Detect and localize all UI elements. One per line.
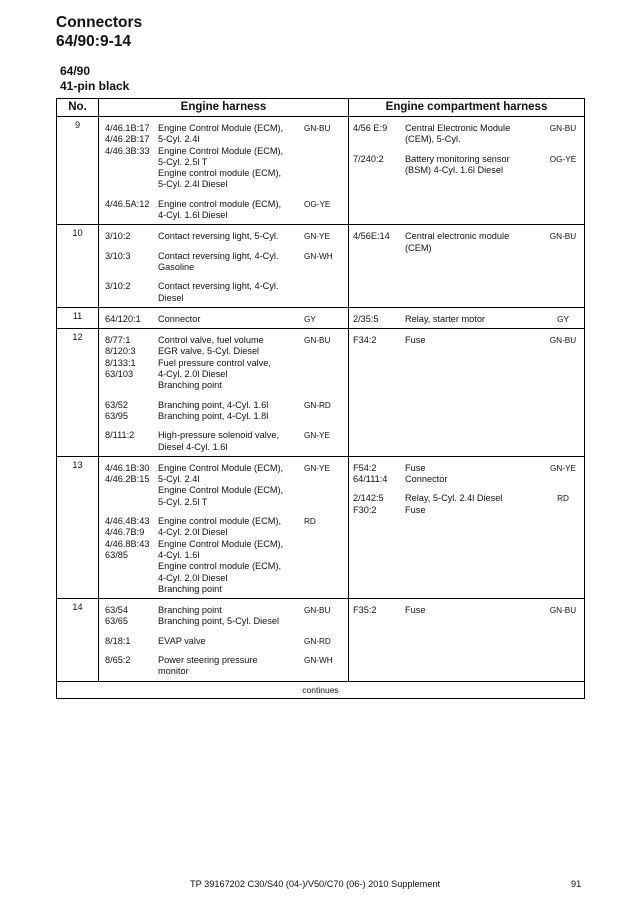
colors-line: GN-BU [304, 336, 331, 346]
colors-line: GY [304, 314, 316, 324]
codes-line: F35:2 [353, 605, 377, 616]
descs-line: EVAP valve [158, 635, 206, 646]
connector-id: 64/90 [60, 64, 91, 78]
component-code [99, 281, 158, 304]
descs-line: Control valve, fuel volume [158, 335, 264, 346]
wire-color [541, 154, 585, 177]
component-code [99, 314, 158, 325]
wire-entry [99, 120, 348, 192]
title-line-2: 64/90:9-14 [56, 33, 131, 50]
table-row [57, 456, 585, 598]
wire-entry [99, 332, 348, 392]
pin-number: 9 [57, 117, 99, 225]
engine-harness-cell [99, 117, 349, 225]
continues-row [57, 681, 585, 698]
component-code [99, 400, 158, 423]
table-body [57, 117, 585, 682]
descs-line: Branching point [158, 605, 222, 616]
table-header-row [57, 99, 585, 117]
codes-line: 8/18:1 [105, 635, 131, 646]
wire-entry [99, 427, 348, 454]
wire-color [300, 231, 344, 242]
codes-line: 4/46.8B:43 [105, 538, 150, 549]
descs-line: Engine Control Module (ECM), [158, 123, 284, 133]
footer-document-id: TP 39167202 C30/S40 (04-)/V50/C70 (06-) 2010 Supplement [190, 879, 441, 889]
descs-line: (BSM) 4-Cyl. 1.6l Diesel [405, 164, 504, 175]
colors-line: OG-YE [549, 154, 577, 164]
wire-entry [349, 460, 584, 487]
header-engine-harness: Engine harness [99, 99, 349, 117]
descs-line: 5-Cyl. 2.5l T [158, 156, 208, 167]
title-line-1: Connectors [56, 14, 143, 31]
colors-line: GN-BU [549, 336, 577, 346]
component-code [349, 463, 405, 486]
descs-line: Branching point, 5-Cyl. Diesel [158, 616, 280, 627]
wire-entry [349, 311, 584, 326]
wire-color [300, 123, 344, 191]
descs-line: Connector [158, 313, 201, 324]
component-description [405, 154, 541, 177]
engine-harness-cell [99, 225, 349, 307]
wire-color [300, 655, 344, 678]
wire-entry [99, 460, 348, 509]
descs-line: Central Electronic Module [405, 123, 511, 133]
codes-line: 4/56 E:9 [353, 123, 388, 133]
table-row [57, 599, 585, 681]
component-code [99, 123, 158, 191]
codes-line: 3/10:2 [105, 231, 131, 242]
page-number: 91 [571, 879, 582, 889]
compartment-harness-cell [349, 117, 585, 225]
descs-line: (CEM) [405, 242, 432, 253]
wire-color [541, 335, 585, 346]
wire-entry [349, 151, 584, 178]
engine-harness-cell [99, 599, 349, 681]
descs-line: Power steering pressure [158, 654, 258, 665]
compartment-harness-cell [349, 599, 585, 681]
descs-line: Fuel pressure control valve, [158, 357, 271, 368]
connector-type: 41-pin black [60, 79, 130, 93]
colors-line: GN-RD [304, 636, 331, 646]
wire-entry [349, 120, 584, 147]
codes-line: 8/77:1 [105, 335, 131, 346]
descs-line: Relay, 5-Cyl. 2.4l Diesel [405, 493, 503, 504]
pin-number: 10 [57, 225, 99, 307]
colors-line: GN-YE [304, 232, 330, 242]
colors-line: OG-YE [304, 199, 331, 209]
descs-line: monitor [158, 666, 189, 677]
codes-line: 8/65:2 [105, 654, 131, 665]
codes-line: 63/52 [105, 399, 128, 410]
component-code [349, 493, 405, 516]
component-description [158, 636, 300, 647]
component-description [158, 281, 300, 304]
page-title [56, 13, 142, 51]
colors-line: GN-WH [304, 655, 333, 665]
wire-color [300, 430, 344, 453]
component-description [405, 493, 541, 516]
wire-entry [349, 332, 584, 347]
table-row [57, 117, 585, 225]
colors-line: GN-YE [304, 431, 330, 441]
wire-entry [99, 248, 348, 275]
colors-line: GN-WH [304, 251, 333, 261]
continues-label: continues [57, 681, 585, 698]
codes-line: 4/46.4B:43 [105, 516, 150, 527]
codes-line: 63/95 [105, 410, 128, 421]
codes-line: 4/46.1B:17 [105, 123, 150, 133]
descs-line: Engine Control Module (ECM), [158, 485, 284, 496]
codes-line: 4/46.2B:17 [105, 134, 150, 145]
component-code [99, 430, 158, 453]
descs-line: Central electronic module [405, 231, 510, 242]
wire-color [300, 636, 344, 647]
component-description [158, 251, 300, 274]
codes-line: 63/54 [105, 605, 128, 616]
codes-line: 63/65 [105, 616, 128, 627]
descs-line: Contact reversing light, 4-Cyl. [158, 250, 279, 261]
descs-line: Fuse [405, 462, 426, 473]
component-description [158, 335, 300, 391]
descs-line: 4-Cyl. 1.6l [158, 549, 200, 560]
wire-color [300, 516, 344, 595]
engine-harness-cell [99, 307, 349, 328]
descs-line: 4-Cyl. 2.0l Diesel [158, 572, 228, 583]
codes-line: 3/10:2 [105, 281, 131, 292]
component-code [99, 655, 158, 678]
colors-line: RD [304, 517, 316, 527]
component-code [99, 636, 158, 647]
component-code [349, 123, 405, 146]
wire-entry [99, 228, 348, 243]
descs-line: Fuse [405, 605, 426, 616]
wire-color [300, 335, 344, 391]
colors-line: GN-RD [304, 400, 331, 410]
wire-color [541, 231, 585, 254]
codes-line: 8/133:1 [105, 357, 136, 368]
descs-line: Gasoline [158, 261, 195, 272]
component-description [405, 335, 541, 346]
wire-entry [99, 278, 348, 305]
wire-entry [99, 652, 348, 679]
pin-number: 11 [57, 307, 99, 328]
component-description [405, 463, 541, 486]
compartment-harness-cell [349, 329, 585, 457]
wire-entry [99, 633, 348, 648]
colors-line: GY [557, 314, 569, 324]
compartment-harness-cell [349, 307, 585, 328]
descs-line: 4-Cyl. 2.0l Diesel [158, 369, 228, 380]
descs-line: Connector [405, 474, 448, 485]
codes-line: 4/46.1B:30 [105, 462, 150, 473]
component-description [405, 605, 541, 616]
descs-line: 5-Cyl. 2.4l [158, 474, 200, 485]
descs-line: 5-Cyl. 2.5l T [158, 496, 208, 507]
codes-line: 4/46.7B:9 [105, 527, 145, 538]
component-description [405, 123, 541, 146]
component-description [158, 314, 300, 325]
descs-line: Fuse [405, 504, 426, 515]
descs-line: Engine Control Module (ECM), [158, 538, 284, 549]
wire-color [541, 314, 585, 325]
wire-color [541, 605, 585, 616]
descs-line: Engine control module (ECM), [158, 168, 282, 179]
engine-harness-cell [99, 329, 349, 457]
codes-line: 64/111:4 [353, 474, 388, 485]
wire-color [300, 400, 344, 423]
descs-line: Diesel 4-Cyl. 1.6l [158, 441, 228, 452]
descs-line: Branching point [158, 583, 222, 594]
engine-harness-cell [99, 456, 349, 598]
codes-line: 63/85 [105, 549, 128, 560]
wire-entry [99, 602, 348, 629]
codes-line: 63/103 [105, 369, 134, 380]
descs-line: Fuse [405, 335, 426, 346]
table-row [57, 225, 585, 307]
pin-number: 12 [57, 329, 99, 457]
descs-line: Battery monitoring sensor [405, 153, 510, 164]
component-description [405, 231, 541, 254]
codes-line: 8/120:3 [105, 346, 136, 357]
descs-line: (CEM), 5-Cyl. [405, 134, 461, 145]
component-code [99, 605, 158, 628]
wire-entry [99, 397, 348, 424]
component-code [349, 314, 405, 325]
wire-entry [349, 602, 584, 617]
component-code [99, 463, 158, 508]
descs-line: Engine Control Module (ECM), [158, 462, 284, 473]
codes-line: F54:2 [353, 462, 377, 473]
connector-pin-table [56, 98, 585, 699]
component-description [158, 123, 300, 191]
descs-line: 4-Cyl. 2.0l Diesel [158, 527, 228, 538]
component-code [99, 199, 158, 222]
codes-line: F34:2 [353, 335, 377, 346]
descs-line: Diesel [158, 292, 184, 303]
colors-line: GN-BU [549, 124, 577, 133]
component-code [99, 335, 158, 391]
compartment-harness-cell [349, 225, 585, 307]
descs-line: Engine control module (ECM), [158, 198, 282, 209]
codes-line: F30:2 [353, 504, 377, 515]
descs-line: 5-Cyl. 2.4l Diesel [158, 179, 228, 190]
header-no: No. [57, 99, 99, 117]
codes-line: 4/46.3B:33 [105, 145, 150, 156]
codes-line: 7/240:2 [353, 153, 384, 164]
colors-line: RD [557, 494, 569, 504]
wire-color [300, 199, 344, 222]
component-description [158, 231, 300, 242]
wire-color [300, 314, 344, 325]
wire-color [300, 251, 344, 274]
descs-line: Contact reversing light, 5-Cyl. [158, 231, 279, 242]
component-description [158, 516, 300, 595]
component-code [349, 231, 405, 254]
pin-number: 14 [57, 599, 99, 681]
component-description [158, 400, 300, 423]
wire-color [541, 123, 585, 146]
wire-entry [99, 513, 348, 596]
wire-color [541, 493, 585, 516]
component-code [349, 605, 405, 616]
component-description [158, 655, 300, 678]
component-code [99, 516, 158, 595]
codes-line: 4/46.2B:15 [105, 474, 150, 485]
colors-line: GN-BU [304, 124, 331, 133]
descs-line: Branching point, 4-Cyl. 1.6l [158, 399, 269, 410]
wire-color [300, 463, 344, 508]
descs-line: Branching point [158, 380, 222, 391]
codes-line: 64/120:1 [105, 313, 141, 324]
descs-line: Engine Control Module (ECM), [158, 145, 284, 156]
descs-line: EGR valve, 5-Cyl. Diesel [158, 346, 260, 357]
wire-entry [99, 311, 348, 326]
header-compartment-harness: Engine compartment harness [349, 99, 585, 117]
codes-line: 4/56E:14 [353, 231, 390, 242]
wire-entry [349, 228, 584, 255]
wire-color [541, 463, 585, 486]
descs-line: High-pressure solenoid valve, [158, 430, 280, 441]
pin-number: 13 [57, 456, 99, 598]
connector-heading [60, 64, 129, 94]
descs-line: Engine control module (ECM), [158, 561, 282, 572]
codes-line: 3/10:3 [105, 250, 131, 261]
descs-line: Branching point, 4-Cyl. 1.8l [158, 410, 269, 421]
wire-color [300, 281, 344, 304]
descs-line: Contact reversing light, 4-Cyl. [158, 281, 279, 292]
descs-line: 5-Cyl. 2.4l [158, 134, 200, 145]
component-code [349, 154, 405, 177]
descs-line: 4-Cyl. 1.6l Diesel [158, 210, 228, 221]
compartment-harness-cell [349, 456, 585, 598]
codes-line: 2/35:5 [353, 313, 379, 324]
table-row [57, 329, 585, 457]
codes-line: 4/46.5A:12 [105, 198, 150, 209]
wire-color [300, 605, 344, 628]
component-code [349, 335, 405, 346]
component-description [158, 199, 300, 222]
component-description [405, 314, 541, 325]
table-row [57, 307, 585, 328]
colors-line: GN-YE [304, 463, 330, 473]
codes-line: 2/142:5 [353, 493, 384, 504]
component-code [99, 251, 158, 274]
descs-line: Engine control module (ECM), [158, 516, 282, 527]
colors-line: GN-BU [304, 606, 331, 616]
component-description [158, 463, 300, 508]
colors-line: GN-BU [549, 232, 577, 242]
descs-line: Relay, starter motor [405, 313, 485, 324]
colors-line: GN-BU [549, 606, 577, 616]
component-description [158, 430, 300, 453]
component-code [99, 231, 158, 242]
wire-entry [99, 196, 348, 223]
wire-entry [349, 490, 584, 517]
colors-line: GN-YE [550, 463, 576, 473]
codes-line: 8/111:2 [105, 430, 135, 441]
component-description [158, 605, 300, 628]
